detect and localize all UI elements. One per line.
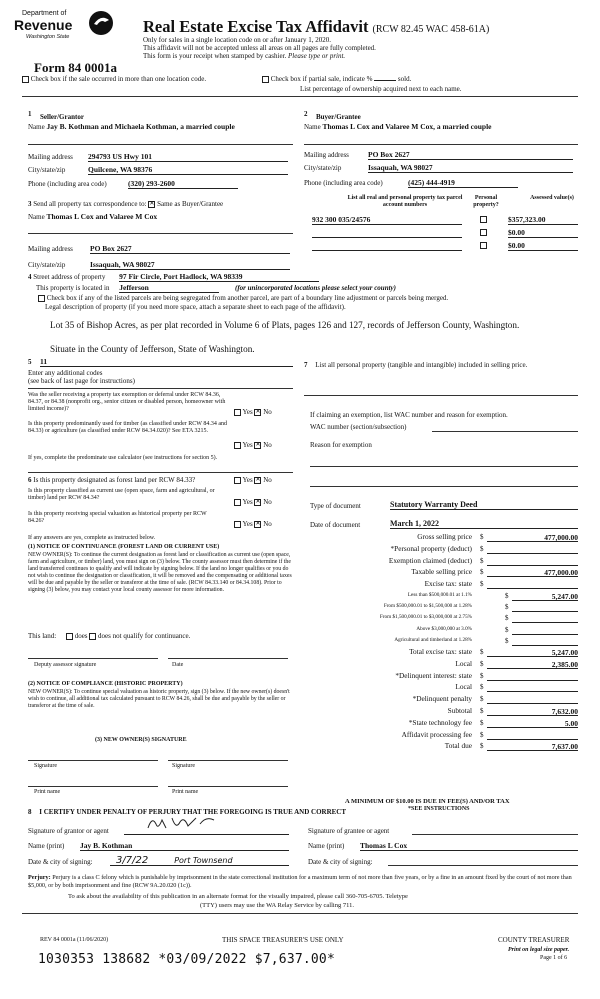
section-2-number: 2 [304,110,308,118]
buyer-phone-label: Phone (including area code) [304,179,383,187]
calc-currency: $ [480,556,484,565]
calc-currency: $ [505,636,509,645]
street-address-label: Street address of property [33,273,106,281]
calc-currency: $ [480,671,484,680]
calc-label: Excise tax: state [424,579,472,589]
new-owner-print-label-2: Print name [172,789,199,795]
calc-currency: $ [505,614,509,623]
street-address-value[interactable]: 97 Fir Circle, Port Hadlock, WA 98339 [119,273,319,282]
header-note-3a: This form is your receipt when stamped by cashier. [143,52,287,60]
calc-value[interactable] [512,614,578,623]
personal-property-checkbox[interactable] [480,242,487,249]
grantor-signature-line[interactable] [124,820,289,835]
section-8-heading: 8 I CERTIFY UNDER PENALTY OF PERJURY THAT THE FOREGOING IS TRUE AND CORRECT [28,808,347,816]
personal-property-col-header: Personal property? [473,195,499,208]
grantor-name-value[interactable]: Jay B. Kothman [80,841,289,851]
calc-label: Local [455,658,472,668]
list-percentage-note: List percentage of ownership acquired next to each name. [300,85,462,93]
seller-mailing-label: Mailing address [28,153,73,161]
grantee-signature-label: Signature of grantee or agent [308,827,390,835]
accessibility-line-1: To ask about the availability of this publication in an alternate format for the visually impaired, please call 360-705-6705. Teletype [68,893,408,900]
buyer-name-label: Name [304,123,321,131]
seller-city-value[interactable]: Quilcene, WA 98376 [88,165,288,175]
buyer-name-value[interactable]: Thomas L Cox and Valaree M Cox, a married couple [322,122,492,131]
calc-value[interactable]: 2,385.00 [487,660,578,669]
buyer-mailing-value[interactable]: PO Box 2627 [368,150,573,160]
calc-currency: $ [480,707,484,715]
calc-label: Total due [444,741,472,751]
footer-treasurer-use: THIS SPACE TREASURER'S USE ONLY [222,936,344,944]
located-label: This property is located in [36,284,110,292]
calc-value[interactable]: 5,247.00 [487,648,578,657]
calc-label: *State technology fee [408,717,472,727]
section-5-q2: Is this property predominantly used for timber (as classified under RCW 84.34 and 84.33) or agriculture (as classified under RCW 84.34.020)? See ETA 3215. [28,421,228,434]
partial-sale-label: Check box if partial sale, indicate % [270,75,373,83]
section-3-mailing-value[interactable]: PO Box 2627 [90,244,290,254]
parcel-number[interactable] [312,241,462,251]
calc-currency: $ [480,533,484,541]
footer-legal-size: Print on legal size paper. [508,947,570,953]
perjury-label: Perjury: [28,874,51,881]
calc-value[interactable]: 477,000.00 [487,568,578,577]
notice-2-body: NEW OWNER(S): To continue special valuation as historic property, sign (3) below. If the new owner(s) doesn't wish to continue, all additional tax calculated pursuant to RCW 84.26, shall be due and payable by the seller or transferor at the time of sale. [28,689,290,709]
located-note: (for unincorporated locations please select your county) [234,284,396,292]
section-5-code[interactable]: 11 [40,357,293,367]
section-3-label: Send all property tax correspondence to: [33,200,147,208]
section-6-q3-answer[interactable]: Yes ✕ No [234,520,272,528]
assessed-value[interactable]: $357,323.00 [508,215,578,225]
deputy-date-label: Date [172,662,184,668]
perjury-statement [28,874,578,890]
deputy-signature-label: Deputy assessor signature [34,662,97,668]
calc-currency: $ [480,718,484,727]
same-as-buyer-checkbox[interactable] [148,201,155,208]
calc-value[interactable] [487,672,578,681]
segregated-label: Check box if any of the listed parcels are being segregated from another parcel, are part of a boundary line adjustment or parcels being merged. [46,294,449,302]
calc-label: Local [455,682,472,692]
accessibility-line-2: (TTY) users may use the WA Relay Service by calling 711. [200,902,354,909]
calc-currency: $ [480,659,484,668]
section-1-number: 1 [28,110,32,118]
grantee-name-value[interactable]: Thomas L Cox [360,841,578,851]
calc-currency: $ [480,544,484,553]
calc-currency: $ [505,625,509,634]
dor-revenue: Revenue [14,17,73,33]
personal-property-checkbox[interactable] [480,229,487,236]
calc-value[interactable]: 5.00 [487,719,578,728]
grantor-signature-scribble-icon [144,814,224,832]
section-6-q3: Is this property receiving special valuation as historical property per RCW 84.26? [28,511,207,524]
notice-2-title: (2) NOTICE OF COMPLIANCE (HISTORIC PROPERTY) [28,681,183,687]
parcel-col-header: List all real and personal property tax parcel account numbers [347,195,463,208]
section-5-q3: If yes, complete the predominate use calculator (see instructions for section 5). [28,455,218,461]
section-5-q1: Was the seller receiving a property tax exemption or deferral under RCW 84.36, 84.37, or 84.38 (nonprofit org., senior citizen or disabled person, homeowner with limited income)? [28,392,226,412]
calc-label: Less than $500,000.01 at 1.1% [407,592,472,598]
section-3-city-value[interactable]: Issaquah, WA 98027 [90,260,290,270]
partial-sale-checkbox[interactable] [262,76,269,83]
calc-label: Taxable selling price [411,567,472,577]
calc-value[interactable]: 7,632.00 [487,707,578,716]
this-land-row: This land: does does not qualify for continuance. [28,632,191,640]
cashier-receipt-stamp: 1030353 138682 *03/09/2022 $7,637.00* [38,952,335,967]
buyer-phone-value[interactable]: (425) 444-4919 [408,178,518,188]
calc-label: From $500,000.01 to $1,500,000 at 1.28% [383,603,472,610]
washington-logo-icon [88,10,114,36]
calc-label: Agricultural and timberland at 1.28% [394,636,472,643]
personal-property-checkbox[interactable] [480,216,487,223]
buyer-city-label: City/state/zip [304,164,342,172]
calc-label: Affidavit processing fee [401,729,472,739]
doc-date-value[interactable]: March 1, 2022 [390,519,578,529]
seller-city-label: City/state/zip [28,166,66,174]
calc-value[interactable] [512,626,578,635]
calc-value[interactable] [487,545,578,554]
reason-label: Reason for exemption [310,441,372,449]
section-5-number: 5 [28,358,32,366]
section-3-mailing-label: Mailing address [28,245,73,253]
grantor-date-value: 3/7/22 [116,855,149,866]
grantee-date-city-label: Date & city of signing: [308,858,373,866]
calc-currency: $ [480,742,484,751]
grantor-name-print-label: Name (print) [28,842,65,850]
calc-label: *Personal property (deduct) [390,543,472,553]
new-owner-signature-label-2: Signature [172,763,195,769]
form-title [143,17,489,37]
section-6-q1-row: 6 Is this property designated as forest land per RCW 84.33? [28,476,196,484]
header-note-3 [143,52,345,60]
calc-value[interactable] [487,695,578,704]
section-7-row: 7 List all personal property (tangible and intangible) included in selling price. [304,361,528,369]
calc-value[interactable] [487,731,578,740]
located-value[interactable]: Jefferson [119,284,219,293]
buyer-city-value[interactable]: Issaquah, WA 98027 [368,163,573,173]
doc-type-label: Type of document [310,502,361,510]
located-row [36,284,396,293]
additional-codes-sub: (see back of last page for instructions) [28,377,135,385]
seller-name-row [28,123,235,131]
calc-label: Total excise tax: state [409,647,472,656]
multi-location-check[interactable] [22,75,206,83]
minimum-due-note: A MINIMUM OF $10.00 IS DUE IN FEE(S) AND/OR TAX [345,798,510,805]
header-note-1: Only for sales in a single location code on or after January 1, 2020. [143,36,331,44]
buyer-name-row [304,123,492,131]
section-7-label: List all personal property (tangible and intangible) included in selling price. [315,361,528,369]
legal-description-line-1[interactable]: Lot 35 of Bishop Acres, as per plat recorded in Volume 6 of Plats, pages 126 and 127, records of Jefferson County, Washington. [50,320,520,330]
section-6-q4: If any answers are yes, complete as instructed below. [28,535,156,541]
section-3-city-label: City/state/zip [28,261,66,269]
multi-location-label: Check box if the sale occurred in more than one location code. [30,75,207,83]
does-checkbox[interactable] [66,633,73,640]
calc-currency: $ [480,695,484,704]
header-note-2: This affidavit will not be accepted unless all areas on all pages are fully completed. [143,44,376,52]
section-6-q2-answer[interactable]: Yes ✕ No [234,498,272,506]
partial-sale-check[interactable] [262,75,411,83]
calc-value[interactable] [487,557,578,566]
footer-rev: REV 84 0001a (11/06/2020) [40,937,109,943]
assessed-value-col-header: Assessed value(s) [530,195,574,201]
seller-mailing-value[interactable]: 294793 US Hwy 101 [88,152,288,162]
form-title-text: Real Estate Excise Tax Affidavit [143,17,369,36]
seller-name-value[interactable]: Jay B. Kothman and Michaela Kothman, a married couple [46,122,235,131]
grantor-signature-label: Signature of grantor or agent [28,827,109,835]
notice-3-title: (3) NEW OWNER(S) SIGNATURE [95,737,187,743]
footer-county-treasurer: COUNTY TREASURER [498,936,570,944]
notice-1-title: (1) NOTICE OF CONTINUANCE (FOREST LAND OR CURRENT USE) [28,544,220,550]
dor-logo [10,6,118,56]
dor-state: Washington State [26,34,70,40]
exemption-label: If claiming an exemption, list WAC number and reason for exemption. [310,411,508,419]
assessed-value[interactable]: $0.00 [508,241,578,251]
doc-date-label: Date of document [310,521,361,529]
header-note-3b: Please type or print. [288,52,346,60]
legal-description-line-2[interactable]: Situate in the County of Jefferson, State of Washington. [50,344,255,354]
see-instructions-note: *SEE INSTRUCTIONS [408,806,470,812]
grantor-date-city-label: Date & city of signing: [28,858,93,866]
certify-statement: I CERTIFY UNDER PENALTY OF PERJURY THAT THE FOREGOING IS TRUE AND CORRECT [39,808,347,816]
buyer-heading: Buyer/Grantee [316,113,361,121]
section-3-name-label: Name [28,213,45,221]
segregated-check[interactable] [38,294,448,302]
footer-page: Page 1 of 6 [540,955,568,961]
grantee-name-print-label: Name (print) [308,842,345,850]
parcel-number[interactable]: 932 300 035/24576 [312,215,462,225]
section-4-row: 4 Street address of property 97 Fir Circle, Port Hadlock, WA 98339 [28,273,319,282]
section-5-q2-answer[interactable]: Yes ✕ No [234,441,272,449]
buyer-mailing-label: Mailing address [304,151,349,159]
seller-phone-label: Phone (including area code) [28,180,107,188]
calc-label: *Delinquent interest: state [395,670,472,680]
additional-codes-label: Enter any additional codes [28,369,103,377]
calc-currency: $ [505,592,509,600]
section-3-name-row [28,213,157,221]
calc-label: *Delinquent penalty [412,694,472,704]
section-6-q1: Is this property designated as forest land per RCW 84.33? [33,476,196,484]
new-owner-print-label-1: Print name [34,789,61,795]
doc-type-value[interactable]: Statutory Warranty Deed [390,500,578,510]
section-6-q2: Is this property classified as current use (open space, farm and agricultural, or timber) land per RCW 84.34? [28,488,215,501]
multi-location-checkbox[interactable] [22,76,29,83]
partial-sale-sold: sold. [397,75,412,83]
section-5-q1-answer[interactable]: Yes ✕ No [234,408,272,416]
calc-label: Above $3,000,000 at 3.0% [416,625,472,632]
calc-value[interactable] [487,683,578,692]
dor-dept-line: Department of [22,10,67,17]
calc-value[interactable] [512,603,578,612]
calc-value[interactable] [487,580,578,589]
calc-currency: $ [505,603,509,612]
calc-currency: $ [480,730,484,739]
form-title-rcw: (RCW 82.45 WAC 458-61A) [372,24,490,35]
perjury-text: Perjury is a class C felony which is punishable by imprisonment in the state correctional institution for a maximum term of not more than five years, or by a fine in an amount fixed by the court of not more than $5,000, or by both imprisonment and fine (RCW 9A.20.020 (1c)). [28,874,572,889]
calc-label: Gross selling price [417,532,472,541]
grantor-date-city-line[interactable] [110,850,289,866]
new-owner-signature-label-1: Signature [34,763,57,769]
legal-description-label: Legal description of property (if you need more space, attach a separate sheet to each page of the affidavit). [45,303,346,311]
calc-value[interactable] [512,637,578,646]
notice-1-body: NEW OWNER(S): To continue the current designation as forest land or classification as current use (open space, farm and agriculture, or timber) land, you must sign on (3) below. The county assessor must then determine if the land transferred continues to qualify and will indicate by signing below. If the land no longer qualifies or you do not wish to continue the designation or classification, it will be removed and the compensating or additional taxes will be due and payable by the seller or transferor at the time of sale. (RCW 84.33.140 or 84.34.108). Prior to signing (3) below, you may contact your local county assessor for more information. [28,552,292,593]
seller-name-label: Name [28,123,45,131]
seller-phone-value[interactable]: (320) 293-2600 [128,179,238,189]
calc-currency: $ [480,568,484,577]
does-not-checkbox[interactable] [89,633,96,640]
section-3-row: 3 Send all property tax correspondence to: ✕ Same as Buyer/Grantee [28,200,223,208]
calc-currency: $ [480,683,484,692]
form-number: Form 84 0001a [34,60,118,75]
calc-label: Subtotal [447,706,472,715]
assessed-value[interactable]: $0.00 [508,228,578,238]
same-as-buyer-label: Same as Buyer/Grantee [157,200,224,208]
wac-label: WAC number (section/subsection) [310,423,407,431]
seller-heading: Seller/Grantor [40,113,84,121]
calc-currency: $ [480,580,484,589]
calc-value[interactable]: 5,247.00 [512,592,578,601]
parcel-number[interactable] [312,228,462,238]
grantor-city-value: Port Townsend [174,856,233,865]
calc-value[interactable]: 477,000.00 [487,533,578,542]
calc-value[interactable]: 7,637.00 [487,742,578,751]
calc-label: Exemption claimed (deduct) [388,555,472,565]
section-3-name-value[interactable]: Thomas L Cox and Valaree M Cox [46,212,158,221]
calc-currency: $ [480,648,484,656]
segregated-checkbox[interactable] [38,295,45,302]
section-6-q1-answer[interactable]: Yes ✕ No [234,476,272,484]
calc-label: From $1,500,000.01 to $3,000,000 at 2.75% [379,614,472,621]
